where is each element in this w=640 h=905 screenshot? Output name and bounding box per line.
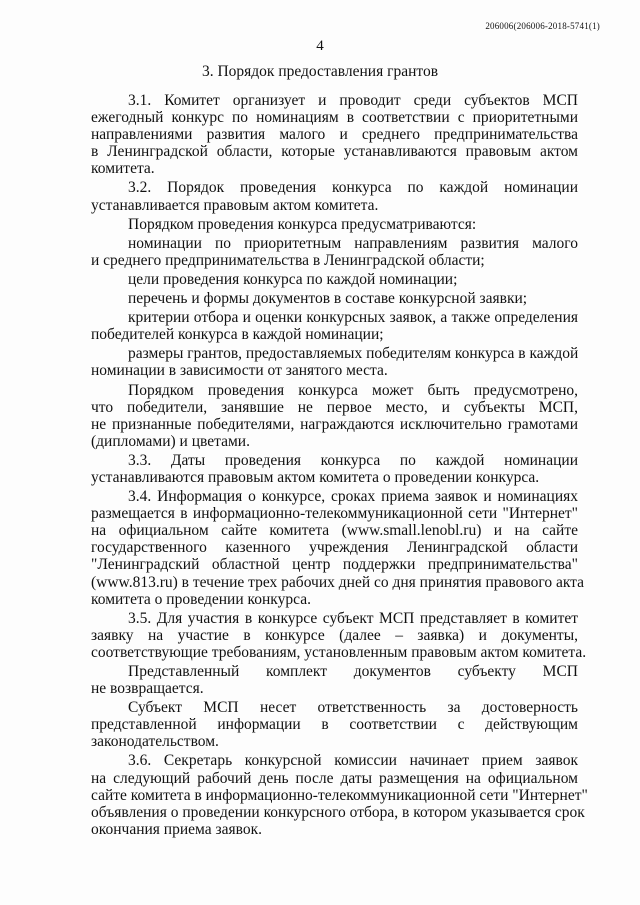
text-line: комитета о проведении конкурса. <box>91 590 311 608</box>
text-line: размещается в информационно-телекоммуникационной сети "Интернет" <box>91 505 578 523</box>
paragraph-awards <box>91 382 578 450</box>
text-line: "Ленинградский областной центр поддержки предпринимательства" <box>91 556 578 574</box>
text-line: законодательством. <box>91 733 219 751</box>
text-line: Субъект МСП несет ответственность за достоверность <box>128 699 578 717</box>
text-line: номинации в зависимости от занятого места. <box>91 362 388 380</box>
text-line: номинации по приоритетным направлениям развития малого <box>128 234 578 252</box>
text-line: победителей конкурса в каждой номинации; <box>91 326 384 344</box>
section-title: 3. Порядок предоставления грантов <box>201 63 439 80</box>
text-line: не признанные победителями, награждаются исключительно грамотами <box>91 415 578 433</box>
text-line: заявку на участие в конкурсе (далее – заявка) и документы, <box>91 626 578 644</box>
paragraph-procedure-intro <box>91 216 578 233</box>
text-line: Представленный комплект документов субъекту МСП <box>128 663 578 680</box>
paragraph-3-3 <box>91 452 578 486</box>
text-line: не возвращается. <box>91 680 204 698</box>
text-line: что победители, занявшие не первое место, и субъекты МСП, <box>91 398 578 416</box>
page-number: 4 <box>316 38 324 54</box>
text-line: соответствующие требованиям, установленным правовым актом комитета. <box>91 643 587 661</box>
text-line: устанавливаются правовым актом комитета о проведении конкурса. <box>91 468 540 486</box>
text-line: (www.813.ru) в течение трех рабочих дней со дня принятия правового акта <box>91 573 585 591</box>
text-line: на официальном сайте комитета (www.small.lenobl.ru) и на сайте <box>91 522 578 540</box>
text-line: сайте комитета в информационно-телекоммуникационной сети "Интернет" <box>91 786 588 804</box>
text-line: и среднего предпринимательства в Ленинградской области; <box>91 251 485 269</box>
text-line: комитета. <box>91 160 155 178</box>
text-line: 3.4. Информация о конкурсе, сроках приема заявок и номинациях <box>128 488 578 506</box>
text-line: 3.3. Даты проведения конкурса по каждой номинации <box>128 451 578 469</box>
list-item-goals <box>91 271 578 288</box>
list-item-nominations <box>91 235 578 269</box>
text-line: на следующий рабочий день после даты размещения на официальном <box>91 769 578 787</box>
text-line: ежегодный конкурс по номинациям в соответствии с приоритетными <box>91 109 578 127</box>
text-line: устанавливается правовым актом комитета. <box>91 196 379 214</box>
paragraph-3-4 <box>91 488 585 608</box>
text-line: государственного казенного учреждения Ленинградской области <box>91 539 578 557</box>
paragraph-3-1 <box>91 92 578 177</box>
text-line: перечень и формы документов в составе конкурсной заявки; <box>128 290 528 308</box>
list-item-grant-sizes <box>91 345 578 379</box>
text-line: цели проведения конкурса по каждой номинации; <box>128 270 458 288</box>
text-line: 3.6. Секретарь конкурсной комиссии начинает прием заявок <box>128 752 578 770</box>
text-line: размеры грантов, предоставляемых победителям конкурса в каждой <box>128 345 579 363</box>
text-line: 3.2. Порядок проведения конкурса по каждой номинации <box>128 179 578 197</box>
paragraph-3-6 <box>91 752 588 838</box>
text-line: в Ленинградской области, которые устанавливаются правовым актом <box>91 143 578 161</box>
paragraph-3-2 <box>91 179 578 213</box>
document-id: 206006(206006-2018-5741(1) <box>485 21 600 31</box>
text-line: 3.5. Для участия в конкурсе субъект МСП представляет в комитет <box>128 609 578 627</box>
paragraph-responsibility <box>91 699 578 750</box>
text-line: окончания приема заявок. <box>91 820 262 838</box>
text-line: направлениями развития малого и среднего предпринимательства <box>91 126 578 144</box>
list-item-criteria <box>91 309 578 343</box>
text-line: Порядком проведения конкурса может быть предусмотрено, <box>128 381 578 399</box>
paragraph-documents-not-returned <box>91 663 578 697</box>
text-line: объявления о проведении конкурсного отбора, в котором указывается срок <box>91 803 585 821</box>
text-line: критерии отбора и оценки конкурсных заявок, а также определения <box>128 309 578 327</box>
text-line: 3.1. Комитет организует и проводит среди субъектов МСП <box>128 92 578 109</box>
text-line: представленной информации в соответствии с действующим <box>91 716 578 734</box>
document-body <box>91 92 588 838</box>
list-item-documents <box>91 290 578 307</box>
text-line: (дипломами) и цветами. <box>91 432 250 450</box>
text-line: Порядком проведения конкурса предусматриваются: <box>128 215 477 233</box>
paragraph-3-5 <box>91 609 587 661</box>
